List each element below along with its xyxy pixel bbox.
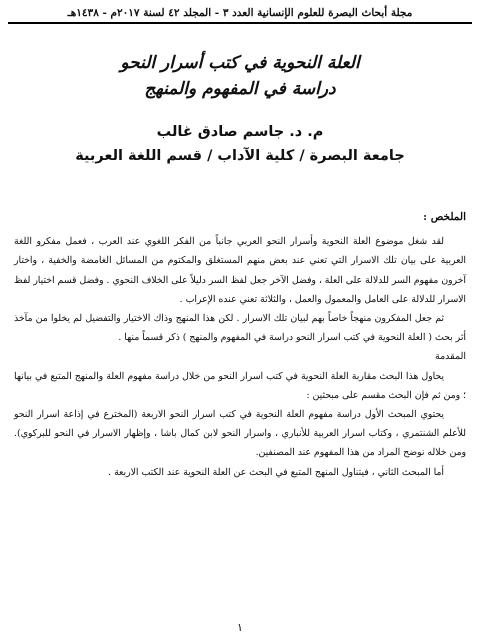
page-number: ١ bbox=[237, 621, 243, 634]
author-name: م. د. جاسم صادق غالب bbox=[156, 124, 324, 140]
title-line-2: دراسة في المفهوم والمنهج bbox=[144, 79, 336, 99]
paper-title bbox=[20, 50, 460, 102]
intro-heading: المقدمة bbox=[434, 351, 466, 363]
author-affiliation: جامعة البصرة / كلية الآداب / قسم اللغة العربية bbox=[75, 148, 405, 164]
intro-paragraph-1: يحاول هذا البحث مقاربة العلة النحوية في كتب اسرار النحو من خلال دراسة مفهوم العلة والمنهج المتبع في بيانها ؛ ومن ثم فإن البحث مقسم على مبحثين : bbox=[14, 370, 466, 401]
abstract-heading: الملخص : bbox=[423, 211, 466, 223]
paper-body bbox=[14, 208, 466, 482]
abstract-paragraph-2: ثم جعل المفكرون منهجاً خاصاً بهم لبيان تلك الاسرار . لكن هذا المنهج وذاك الاختيار والتفضيل لم يخلوا من مآخذ أثر بحث ( العلة النحوية في كتب اسرار النحو دراسة في المفهوم والمنهج ) ذكر قسماً منها . bbox=[14, 313, 466, 344]
title-line-1: العلة النحوية في كتب أسرار النحو bbox=[120, 53, 360, 73]
abstract-paragraph-1: لقد شغل موضوع العلة النحوية وأسرار النحو العربي جانباً من الفكر اللغوي عند العرب ، فعمل مفكرو اللغة العربية على بيان تلك الاسرار التي تعني عند بعض منهم المستغلق والمكتوم من المسائل الغامضة والخفية ، واختار آخرون مفهوم السر للدلالة على العلة ، وفضل الآخر جعل لفظ السر دليلاً على الخلاف النحوي . وفضل قسم اختيار لفظ الاسرار للدلالة على العامل والمعمول والعمل ، والثلاثة تعني عنده الإعراب . bbox=[14, 236, 466, 305]
journal-header: مجلة أبحاث البصرة للعلوم الإنسانية العدد ٣ - المجلد ٤٢ لسنة ٢٠١٧م - ١٤٣٨هـ bbox=[8, 4, 472, 24]
author-block bbox=[20, 120, 460, 168]
intro-paragraph-2: يحتوي المبحث الأول دراسة مفهوم العلة النحوية في كتب اسرار النحو الاربعة (المخترع في إذاعة اسرار النحو للأعلم الشنتمري ، وكتاب اسرار العربية للأنباري ، واسرار النحو لابن كمال باشا ، وإظهار الاسرار في النحو للبركوي). ومن خلاله نوضح المراد من هذا المفهوم عند المصنفين. bbox=[14, 409, 466, 459]
intro-paragraph-3: أما المبحث الثاني ، فيتناول المنهج المتبع في البحث عن العلة النحوية عند الكتب الاربعة . bbox=[108, 466, 444, 478]
